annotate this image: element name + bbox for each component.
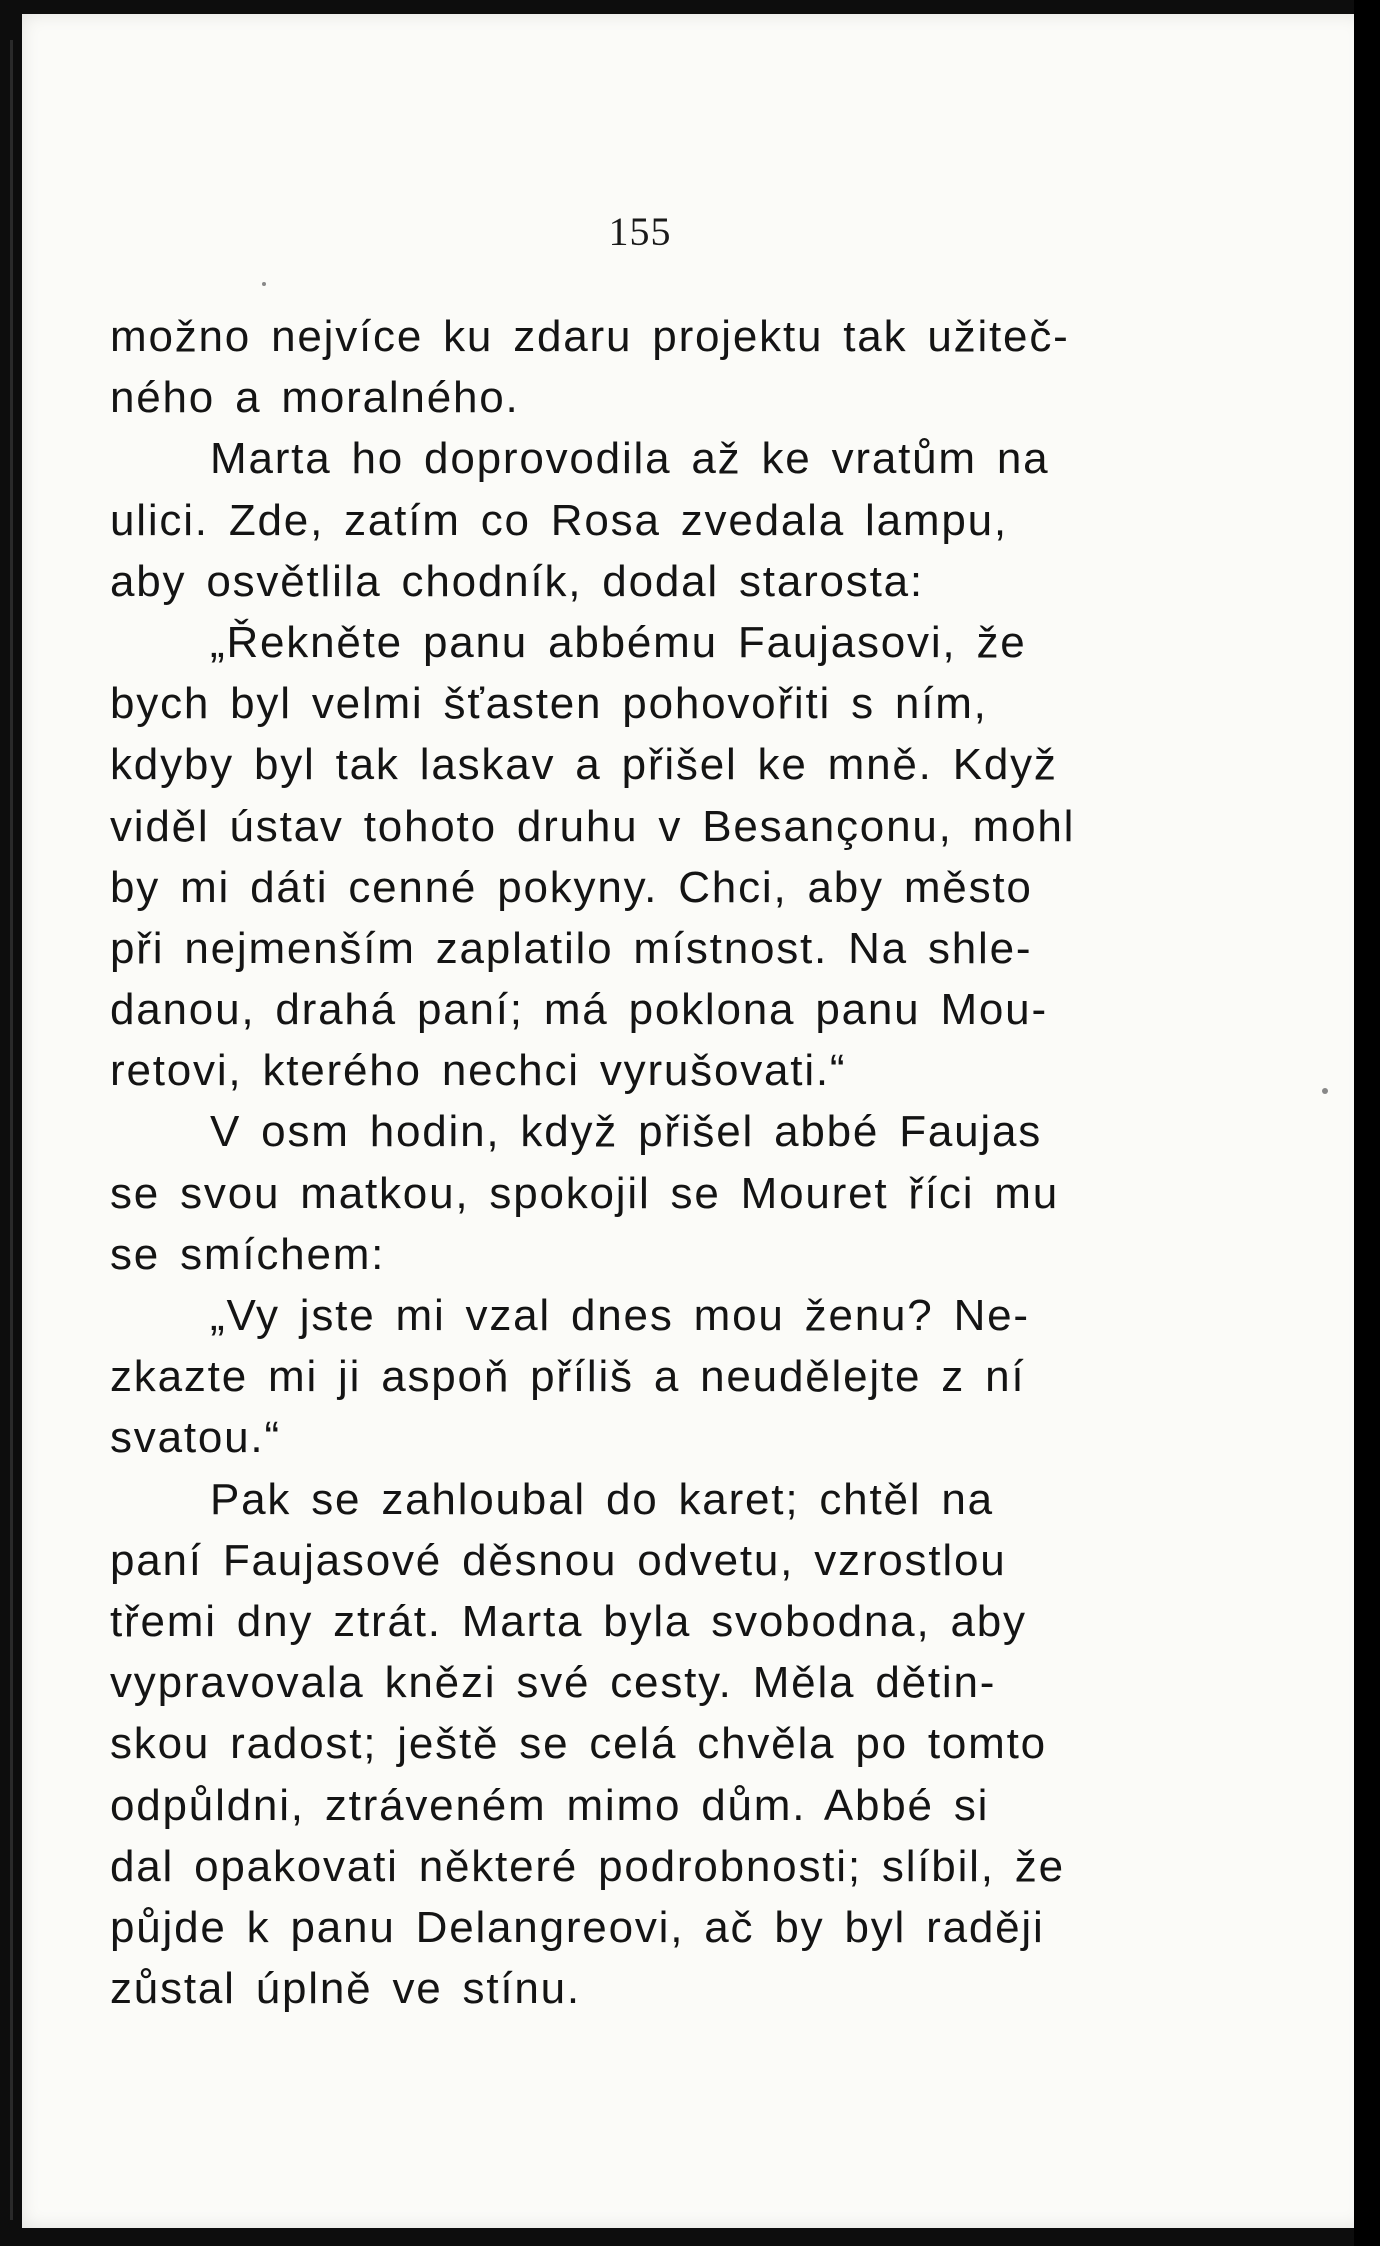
text-line: retovi, kterého nechci vyrušovati.“ (110, 1046, 847, 1096)
text-line: zkazte mi ji aspoň příliš a neudělejte z ní (110, 1352, 1026, 1402)
text-line: ulici. Zde, zatím co Rosa zvedala lampu, (110, 495, 1008, 545)
page-number: 155 (608, 209, 672, 254)
ink-speck (1322, 1088, 1328, 1094)
paragraph-start-line: Pak se zahloubal do karet; chtěl na (210, 1474, 994, 1524)
text-line: ného a moralného. (110, 373, 520, 423)
text-line: se svou matkou, spokojil se Mouret říci mu (110, 1168, 1060, 1218)
text-line: při nejmenším zaplatilo místnost. Na shle- (110, 923, 1033, 973)
text-line: možno nejvíce ku zdaru projektu tak užiteč- (110, 312, 1070, 361)
paragraph-start-line: Marta ho doprovodila až ke vratům na (210, 434, 1050, 484)
text-line: bych byl velmi šťasten pohovořiti s ním, (110, 679, 988, 729)
page-edge-shadow (10, 40, 13, 2220)
text-line: odpůldni, ztráveném mimo dům. Abbé si (110, 1780, 990, 1830)
quote-start-line: „Řekněte panu abbému Faujasovi, že (210, 617, 1027, 667)
text-line: kdyby byl tak laskav a přišel ke mně. Když (110, 740, 1058, 790)
text-line: by mi dáti cenné pokyny. Chci, aby město (110, 862, 1033, 912)
text-line: svatou.“ (110, 1413, 281, 1463)
ink-speck (262, 282, 266, 286)
text-line: viděl ústav tohoto druhu v Besançonu, mohl (110, 801, 1076, 851)
text-line: danou, drahá paní; má poklona panu Mou- (110, 985, 1048, 1035)
text-line: dal opakovati některé podrobnosti; slíbil, že (110, 1841, 1065, 1891)
paragraph-start-line: V osm hodin, když přišel abbé Faujas (210, 1107, 1043, 1157)
quote-start-line: „Vy jste mi vzal dnes mou ženu? Ne- (210, 1291, 1030, 1340)
text-line: se smíchem: (110, 1229, 386, 1279)
body-text (110, 306, 1158, 2019)
text-line: paní Faujasové děsnou odvetu, vzrostlou (110, 1535, 1007, 1585)
text-line: skou radost; ještě se celá chvěla po tomto (110, 1719, 1047, 1769)
scan-border (1354, 0, 1380, 2246)
text-line: půjde k panu Delangreovi, ač by byl raději (110, 1902, 1045, 1952)
text-line: třemi dny ztrát. Marta byla svobodna, aby (110, 1596, 1027, 1646)
text-line: aby osvětlila chodník, dodal starosta: (110, 556, 924, 606)
text-line: vypravovala knězi své cesty. Měla dětin- (110, 1658, 997, 1708)
text-line: zůstal úplně ve stínu. (110, 1964, 581, 2014)
